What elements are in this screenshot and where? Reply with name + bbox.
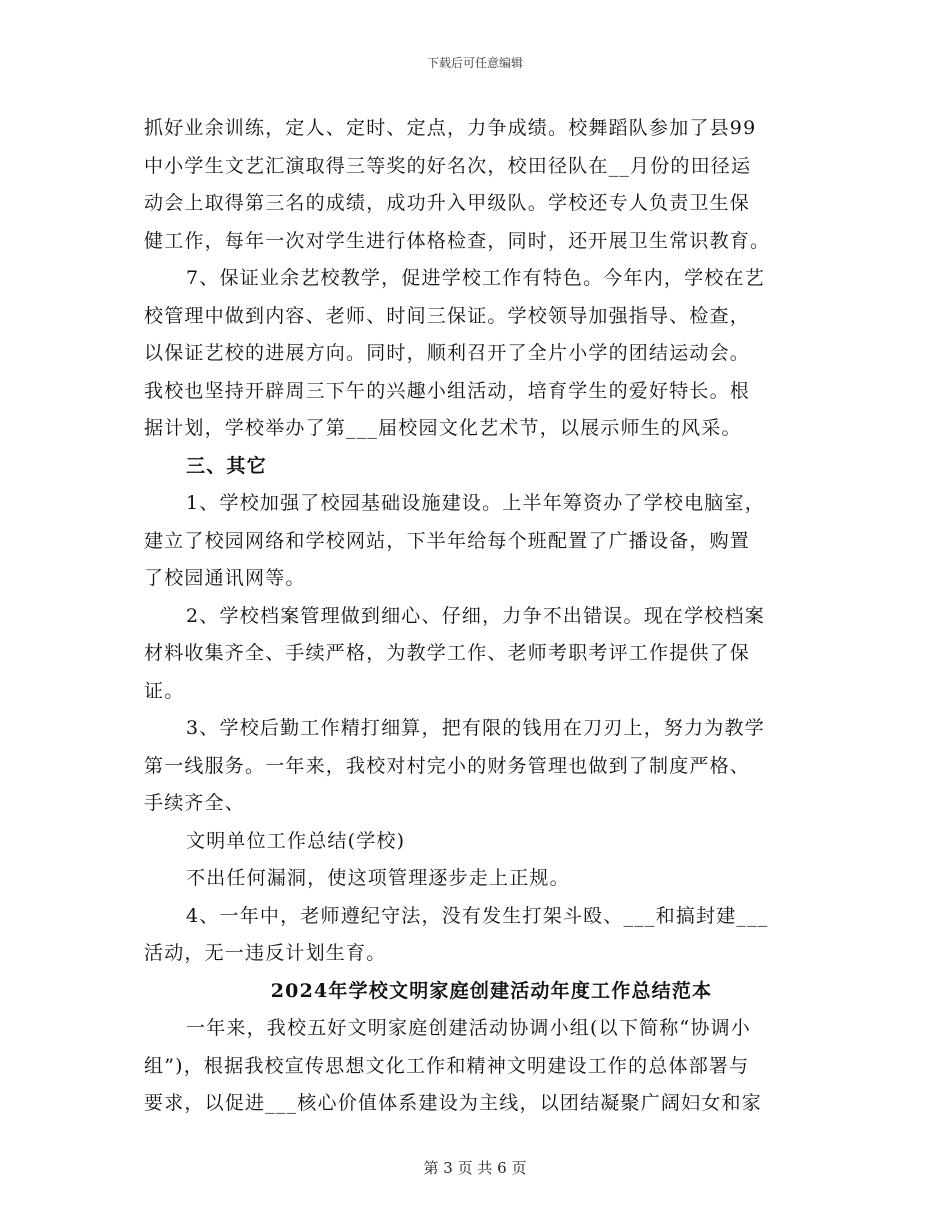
paragraph-line: 我校也坚持开辟周三下午的兴趣小组活动，培育学生的爱好特长。根 [144, 379, 751, 402]
paragraph-line: 抓好业余训练，定人、定时、定点，力争成绩。校舞蹈队参加了县99 [144, 117, 757, 139]
paragraph-line: 建立了校园网络和学校网站，下半年给每个班配置了广播设备，购置 [144, 529, 751, 552]
document-body [144, 110, 809, 1123]
paragraph-line: 4、一年中，老师遵纪守法，没有发生打架斗殴、___和搞封建___ [186, 904, 769, 927]
paragraph-line: 了校园通讯网等。 [144, 567, 306, 589]
document-title: 2024年学校文明家庭创建活动年度工作总结范本 [270, 979, 713, 1002]
paragraph-line: 健工作，每年一次对学生进行体格检查，同时，还开展卫生常识教育。 [144, 229, 771, 252]
paragraph-line: 2、学校档案管理做到细心、仔细，力争不出错误。现在学校档案 [186, 604, 765, 627]
section-heading: 三、其它 [186, 454, 267, 477]
paragraph-line: 证。 [144, 679, 185, 702]
paragraph-line: 动会上取得第三名的成绩，成功升入甲级队。学校还专人负责卫生保 [144, 192, 751, 214]
page-number: 第 3 页 共 6 页 [423, 1159, 527, 1177]
paragraph-line: 1、学校加强了校园基础设施建设。上半年筹资办了学校电脑室， [186, 492, 765, 514]
paragraph-line: 手续齐全、 [144, 792, 246, 814]
paragraph-line: 文明单位工作总结(学校) [186, 829, 406, 852]
paragraph-line: 材料收集齐全、手续严格，为教学工作、老师考职考评工作提供了保 [144, 642, 751, 664]
paragraph-line: 不出任何漏洞，使这项管理逐步走上正规。 [186, 867, 570, 889]
paragraph-line: 中小学生文艺汇演取得三等奖的好名次，校田径队在__月份的田径运 [144, 154, 752, 177]
paragraph-line: 活动，无一违反计划生育。 [144, 942, 387, 964]
paragraph-line: 据计划，学校举办了第___届校园文化艺术节，以展示师生的风采。 [144, 417, 742, 439]
paragraph-line: 3、学校后勤工作精打细算，把有限的钱用在刀刃上，努力为教学 [186, 717, 765, 739]
paragraph-line: 校管理中做到内容、老师、时间三保证。学校领导加强指导、检查， [144, 304, 751, 327]
paragraph-line: 组”)，根据我校宣传思想文化工作和精神文明建设工作的总体部署与 [144, 1054, 750, 1077]
paragraph-line: 一年来，我校五好文明家庭创建活动协调小组(以下简称“协调小 [186, 1017, 751, 1039]
paragraph-line: 第一线服务。一年来，我校对村完小的财务管理也做到了制度严格、 [144, 754, 751, 777]
paragraph-line: 以保证艺校的进展方向。同时，顺利召开了全片小学的团结运动会。 [144, 342, 751, 364]
paragraph-line: 要求，以促进___核心价值体系建设为主线，以团结凝聚广阔妇女和家 [144, 1092, 762, 1114]
paragraph-line: 7、保证业余艺校教学，促进学校工作有特色。今年内，学校在艺 [186, 267, 765, 289]
page-header: 下载后可任意编辑 [426, 56, 523, 70]
